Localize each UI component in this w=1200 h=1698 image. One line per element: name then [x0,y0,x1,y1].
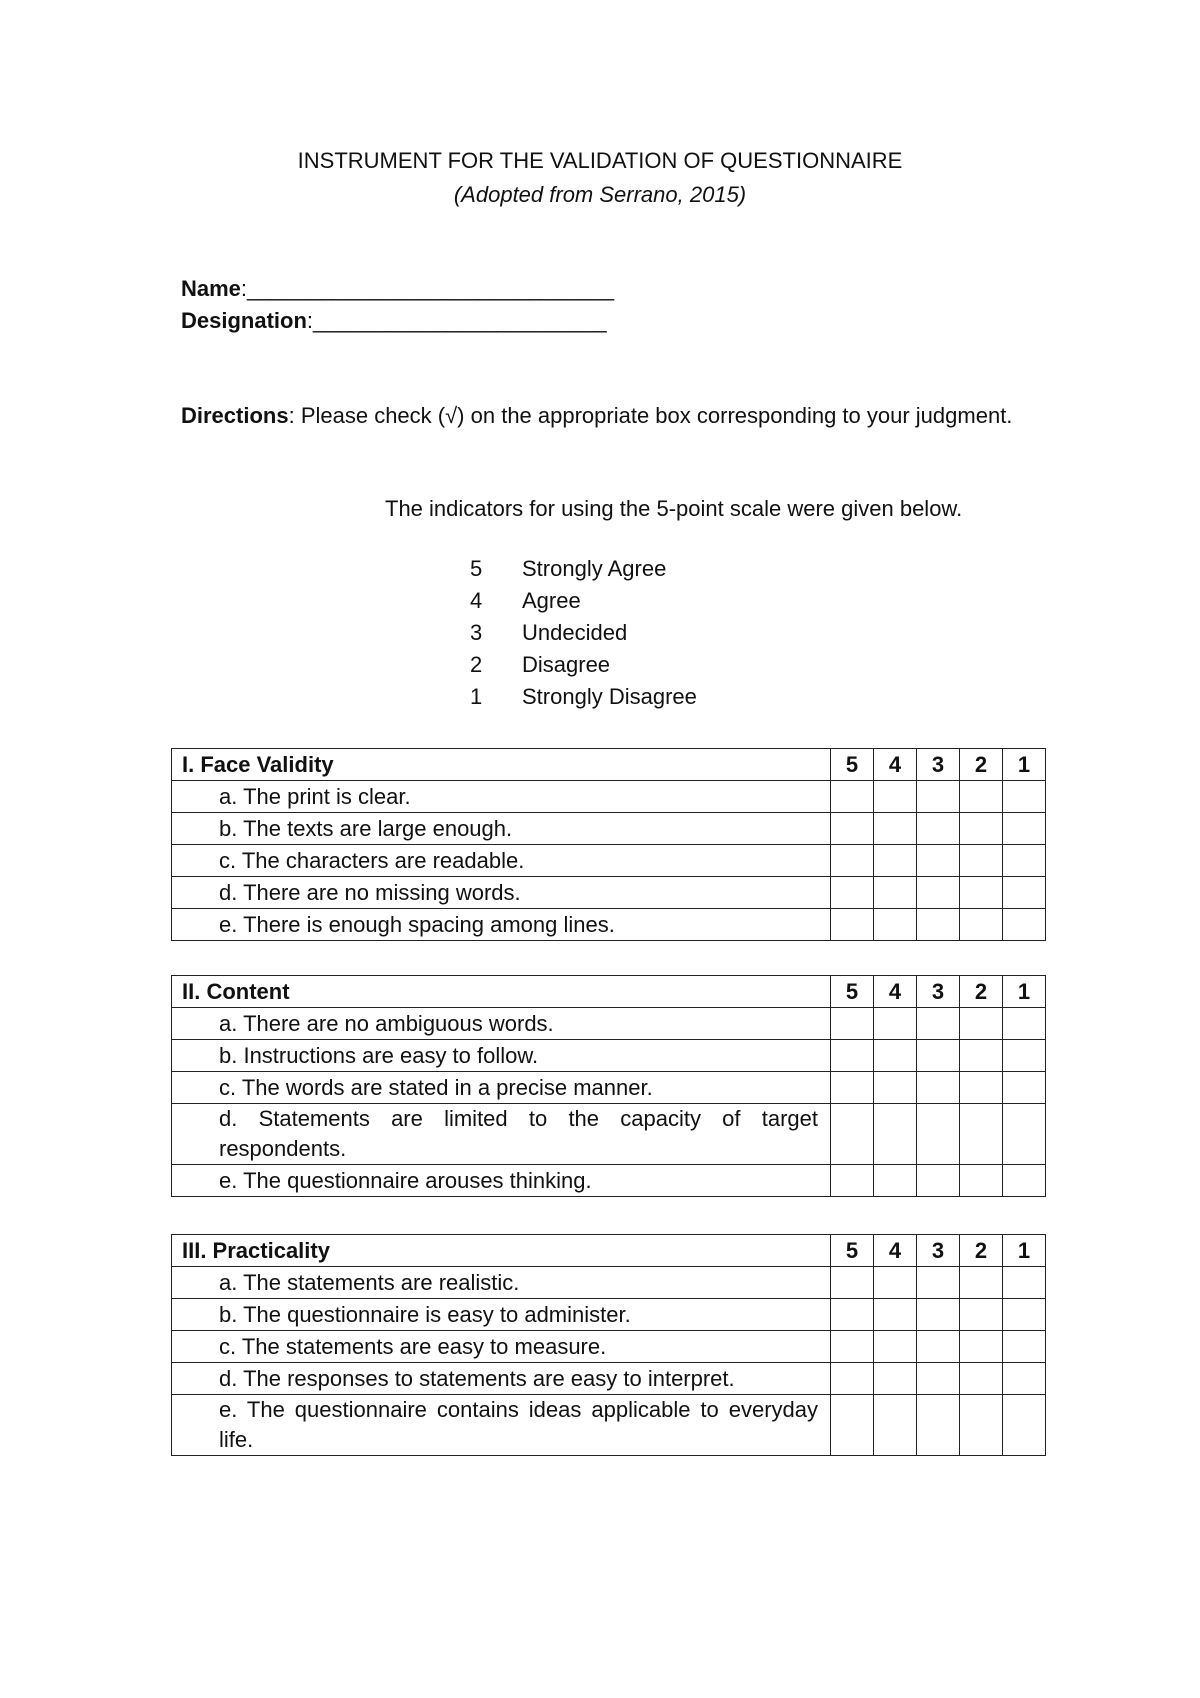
table-row [172,781,1046,813]
table-row [172,1267,1046,1299]
check-box-1[interactable] [1003,845,1046,877]
score-header-4: 4 [874,749,917,781]
scale-label: Undecided [522,620,628,645]
check-box-3[interactable] [917,1008,960,1040]
check-box-1[interactable] [1003,1331,1046,1363]
scale-value: 4 [470,588,483,613]
check-box-2[interactable] [960,1267,1003,1299]
check-box-1[interactable] [1003,1072,1046,1104]
check-box-3[interactable] [917,813,960,845]
check-box-1[interactable] [1003,1363,1046,1395]
directions-label: Directions [181,403,289,428]
check-box-4[interactable] [874,1008,917,1040]
table-row [172,1040,1046,1072]
check-box-2[interactable] [960,845,1003,877]
score-header-2: 2 [960,1235,1003,1267]
document-subtitle: (Adopted from Serrano, 2015) [453,182,747,207]
item-text: a. The statements are realistic. [172,1267,831,1299]
check-box-3[interactable] [917,781,960,813]
check-box-2[interactable] [960,1072,1003,1104]
item-text: e. The questionnaire contains ideas applicable to everyday life. [172,1395,831,1456]
item-text: c. The statements are easy to measure. [172,1331,831,1363]
check-box-5[interactable] [831,909,874,941]
face-validity-table [171,748,1046,941]
check-box-3[interactable] [917,1104,960,1165]
score-header-3: 3 [917,1235,960,1267]
check-box-1[interactable] [1003,1040,1046,1072]
scale-value: 1 [470,684,483,709]
table-row [172,1008,1046,1040]
item-text: d. Statements are limited to the capacity of target respondents. [172,1104,831,1165]
check-box-4[interactable] [874,1331,917,1363]
directions-paragraph [181,400,1024,431]
check-box-5[interactable] [831,781,874,813]
check-box-2[interactable] [960,813,1003,845]
check-box-3[interactable] [917,909,960,941]
table-row [172,909,1046,941]
score-header-5: 5 [831,1235,874,1267]
check-box-1[interactable] [1003,1267,1046,1299]
table-header-row [172,749,1046,781]
table-row [172,1395,1046,1456]
check-box-2[interactable] [960,1104,1003,1165]
check-box-2[interactable] [960,781,1003,813]
check-box-4[interactable] [874,1104,917,1165]
scale-label: Strongly Agree [522,556,667,581]
item-text: e. The questionnaire arouses thinking. [172,1165,831,1197]
scale-row [470,588,697,620]
name-field[interactable] [181,276,614,302]
table-row [172,845,1046,877]
score-header-3: 3 [917,976,960,1008]
scale-row [470,620,697,652]
item-text: b. The texts are large enough. [172,813,831,845]
check-box-2[interactable] [960,1165,1003,1197]
check-box-5[interactable] [831,1331,874,1363]
name-label: Name [181,276,241,301]
check-box-3[interactable] [917,877,960,909]
check-box-1[interactable] [1003,1395,1046,1456]
designation-field[interactable] [181,308,607,334]
table-row [172,1072,1046,1104]
scale-row [470,556,697,588]
item-text: c. The words are stated in a precise manner. [172,1072,831,1104]
scale-value: 2 [470,652,483,677]
check-box-5[interactable] [831,1072,874,1104]
check-box-2[interactable] [960,1040,1003,1072]
section-title: II. Content [172,976,831,1008]
check-box-3[interactable] [917,1299,960,1331]
designation-blank-line[interactable]: :________________________ [306,308,607,333]
check-box-1[interactable] [1003,1008,1046,1040]
check-box-3[interactable] [917,1165,960,1197]
score-header-5: 5 [831,976,874,1008]
check-box-3[interactable] [917,1072,960,1104]
scale-row [470,684,697,716]
check-box-5[interactable] [831,1363,874,1395]
item-text: d. There are no missing words. [172,877,831,909]
table-row [172,1363,1046,1395]
check-box-5[interactable] [831,1299,874,1331]
check-box-4[interactable] [874,1395,917,1456]
check-box-5[interactable] [831,1040,874,1072]
check-box-5[interactable] [831,1104,874,1165]
table-row [172,1299,1046,1331]
item-text: b. Instructions are easy to follow. [172,1040,831,1072]
check-box-4[interactable] [874,909,917,941]
check-box-3[interactable] [917,1040,960,1072]
check-box-1[interactable] [1003,781,1046,813]
item-text: a. The print is clear. [172,781,831,813]
check-box-2[interactable] [960,1331,1003,1363]
check-box-1[interactable] [1003,1299,1046,1331]
name-blank-line[interactable]: :______________________________ [240,276,615,301]
check-box-2[interactable] [960,909,1003,941]
check-box-3[interactable] [917,1363,960,1395]
check-box-3[interactable] [917,1267,960,1299]
check-box-4[interactable] [874,781,917,813]
check-box-1[interactable] [1003,1104,1046,1165]
item-text: a. There are no ambiguous words. [172,1008,831,1040]
check-box-5[interactable] [831,845,874,877]
check-box-1[interactable] [1003,909,1046,941]
check-box-4[interactable] [874,813,917,845]
scale-label: Strongly Disagree [522,684,697,709]
scale-label: Disagree [522,652,611,677]
check-box-3[interactable] [917,1395,960,1456]
check-box-4[interactable] [874,1040,917,1072]
check-box-4[interactable] [874,845,917,877]
score-header-4: 4 [874,976,917,1008]
check-box-2[interactable] [960,877,1003,909]
check-box-1[interactable] [1003,813,1046,845]
check-box-4[interactable] [874,1072,917,1104]
table-header-row [172,1235,1046,1267]
check-box-5[interactable] [831,1267,874,1299]
check-box-1[interactable] [1003,1165,1046,1197]
check-box-2[interactable] [960,1008,1003,1040]
item-text: e. There is enough spacing among lines. [172,909,831,941]
indicators-intro: The indicators for using the 5-point scale were given below. [385,496,963,521]
score-header-1: 1 [1003,976,1046,1008]
scale-legend [470,556,697,716]
check-box-4[interactable] [874,1299,917,1331]
table-header-row [172,976,1046,1008]
scale-row [470,652,697,684]
table-row [172,1331,1046,1363]
table-row [172,813,1046,845]
section-title: III. Practicality [172,1235,831,1267]
document-title: INSTRUMENT FOR THE VALIDATION OF QUESTIONNAIRE [297,148,903,173]
check-box-5[interactable] [831,877,874,909]
directions-text: : Please check (√) on the appropriate box corresponding to your judgment. [288,403,1013,428]
score-header-2: 2 [960,749,1003,781]
check-box-2[interactable] [960,1299,1003,1331]
check-box-3[interactable] [917,845,960,877]
check-box-2[interactable] [960,1395,1003,1456]
score-header-1: 1 [1003,749,1046,781]
check-box-4[interactable] [874,1165,917,1197]
check-box-5[interactable] [831,1165,874,1197]
table-row [172,1165,1046,1197]
designation-label: Designation [181,308,307,333]
score-header-5: 5 [831,749,874,781]
table-row [172,1104,1046,1165]
score-header-1: 1 [1003,1235,1046,1267]
section-title: I. Face Validity [172,749,831,781]
check-box-5[interactable] [831,1008,874,1040]
score-header-3: 3 [917,749,960,781]
score-header-2: 2 [960,976,1003,1008]
practicality-table [171,1234,1046,1456]
item-text: d. The responses to statements are easy to interpret. [172,1363,831,1395]
check-box-4[interactable] [874,877,917,909]
check-box-4[interactable] [874,1363,917,1395]
check-box-5[interactable] [831,813,874,845]
scale-value: 3 [470,620,483,645]
check-box-2[interactable] [960,1363,1003,1395]
scale-value: 5 [470,556,483,581]
check-box-5[interactable] [831,1395,874,1456]
content-table [171,975,1046,1197]
item-text: c. The characters are readable. [172,845,831,877]
item-text: b. The questionnaire is easy to administer. [172,1299,831,1331]
check-box-3[interactable] [917,1331,960,1363]
score-header-4: 4 [874,1235,917,1267]
table-row [172,877,1046,909]
scale-label: Agree [522,588,581,613]
check-box-4[interactable] [874,1267,917,1299]
check-box-1[interactable] [1003,877,1046,909]
